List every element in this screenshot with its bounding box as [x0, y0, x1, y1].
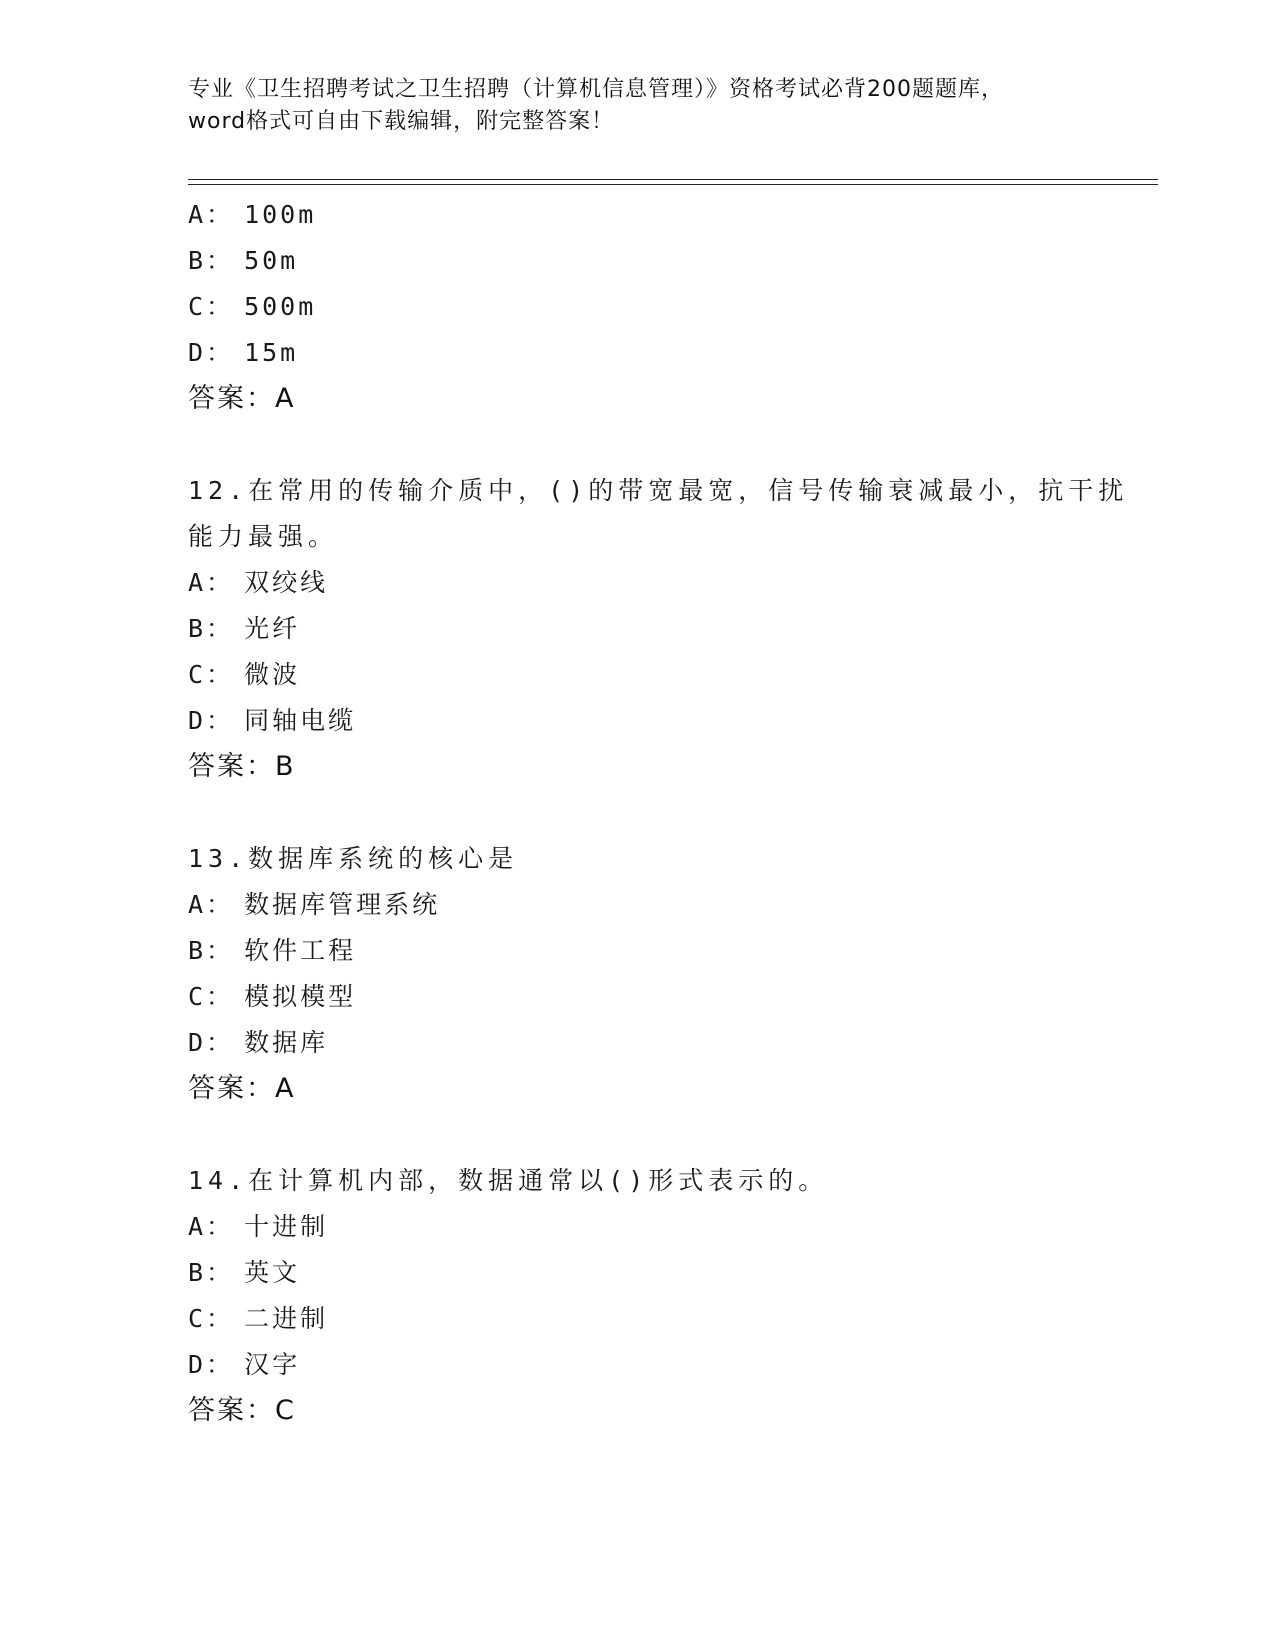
option-c [188, 1296, 1088, 1342]
option-letter: B： [188, 614, 235, 643]
question-list [188, 192, 1129, 1434]
spacer [188, 1112, 1088, 1158]
option-d [188, 1342, 1088, 1388]
option-d [188, 1020, 1088, 1066]
spacer [188, 790, 1088, 836]
option-letter: C： [188, 292, 235, 321]
option-text: 15m [244, 338, 299, 367]
option-b [188, 1250, 1088, 1296]
option-b [188, 928, 1088, 974]
option-text: 500m [244, 292, 317, 321]
option-letter: B： [188, 936, 235, 965]
option-letter: A： [188, 568, 235, 597]
header-line-2: word格式可自由下载编辑，附完整答案！ [188, 109, 615, 134]
option-letter: B： [188, 246, 235, 275]
question-stem: 13.数据库系统的核心是 [188, 844, 519, 873]
option-text: 同轴电缆 [244, 706, 357, 735]
option-d [188, 698, 1088, 744]
option-text: 微波 [244, 660, 301, 689]
option-text: 50m [244, 246, 299, 275]
option-text: 数据库 [244, 1028, 329, 1057]
option-letter: C： [188, 1304, 235, 1333]
option-letter: A： [188, 890, 235, 919]
option-a [188, 192, 1088, 238]
option-c [188, 652, 1088, 698]
option-letter: A： [188, 1212, 235, 1241]
question-11-continued [188, 192, 1088, 422]
header-line-1: 专业《卫生招聘考试之卫生招聘（计算机信息管理）》资格考试必背200题题库， [188, 77, 1004, 102]
question-stem: 12.在常用的传输介质中，()的带宽最宽，信号传输衰减最小，抗干扰 [188, 476, 1129, 505]
document-header [188, 74, 1088, 138]
option-letter: C： [188, 660, 235, 689]
option-b [188, 606, 1088, 652]
option-text: 数据库管理系统 [244, 890, 441, 919]
header-divider-bottom [188, 184, 1158, 185]
option-c [188, 284, 1088, 330]
option-text: 汉字 [244, 1350, 301, 1379]
question-13 [188, 836, 1088, 1112]
option-letter: D： [188, 1028, 235, 1057]
option-letter: D： [188, 706, 235, 735]
option-text: 模拟模型 [244, 982, 357, 1011]
option-a [188, 882, 1088, 928]
option-text: 十进制 [244, 1212, 329, 1241]
question-14 [188, 1158, 1088, 1434]
option-a [188, 560, 1088, 606]
question-stem-continued: 能力最强。 [188, 522, 339, 551]
option-letter: A： [188, 200, 235, 229]
question-stem: 14.在计算机内部，数据通常以()形式表示的。 [188, 1166, 829, 1195]
option-d [188, 330, 1088, 376]
option-c [188, 974, 1088, 1020]
question-12 [188, 468, 1129, 790]
option-text: 英文 [244, 1258, 301, 1287]
option-letter: D： [188, 338, 235, 367]
answer-line: 答案：C [188, 1395, 296, 1426]
option-text: 二进制 [244, 1304, 329, 1333]
option-text: 软件工程 [244, 936, 357, 965]
answer-line: 答案：B [188, 751, 296, 782]
option-letter: B： [188, 1258, 235, 1287]
spacer [188, 422, 1088, 468]
answer-line: 答案：A [188, 383, 296, 414]
option-b [188, 238, 1088, 284]
option-text: 光纤 [244, 614, 301, 643]
option-letter: C： [188, 982, 235, 1011]
header-divider-top [188, 179, 1158, 180]
option-letter: D： [188, 1350, 235, 1379]
option-text: 双绞线 [244, 568, 329, 597]
option-a [188, 1204, 1088, 1250]
option-text: 100m [244, 200, 317, 229]
answer-line: 答案：A [188, 1073, 296, 1104]
